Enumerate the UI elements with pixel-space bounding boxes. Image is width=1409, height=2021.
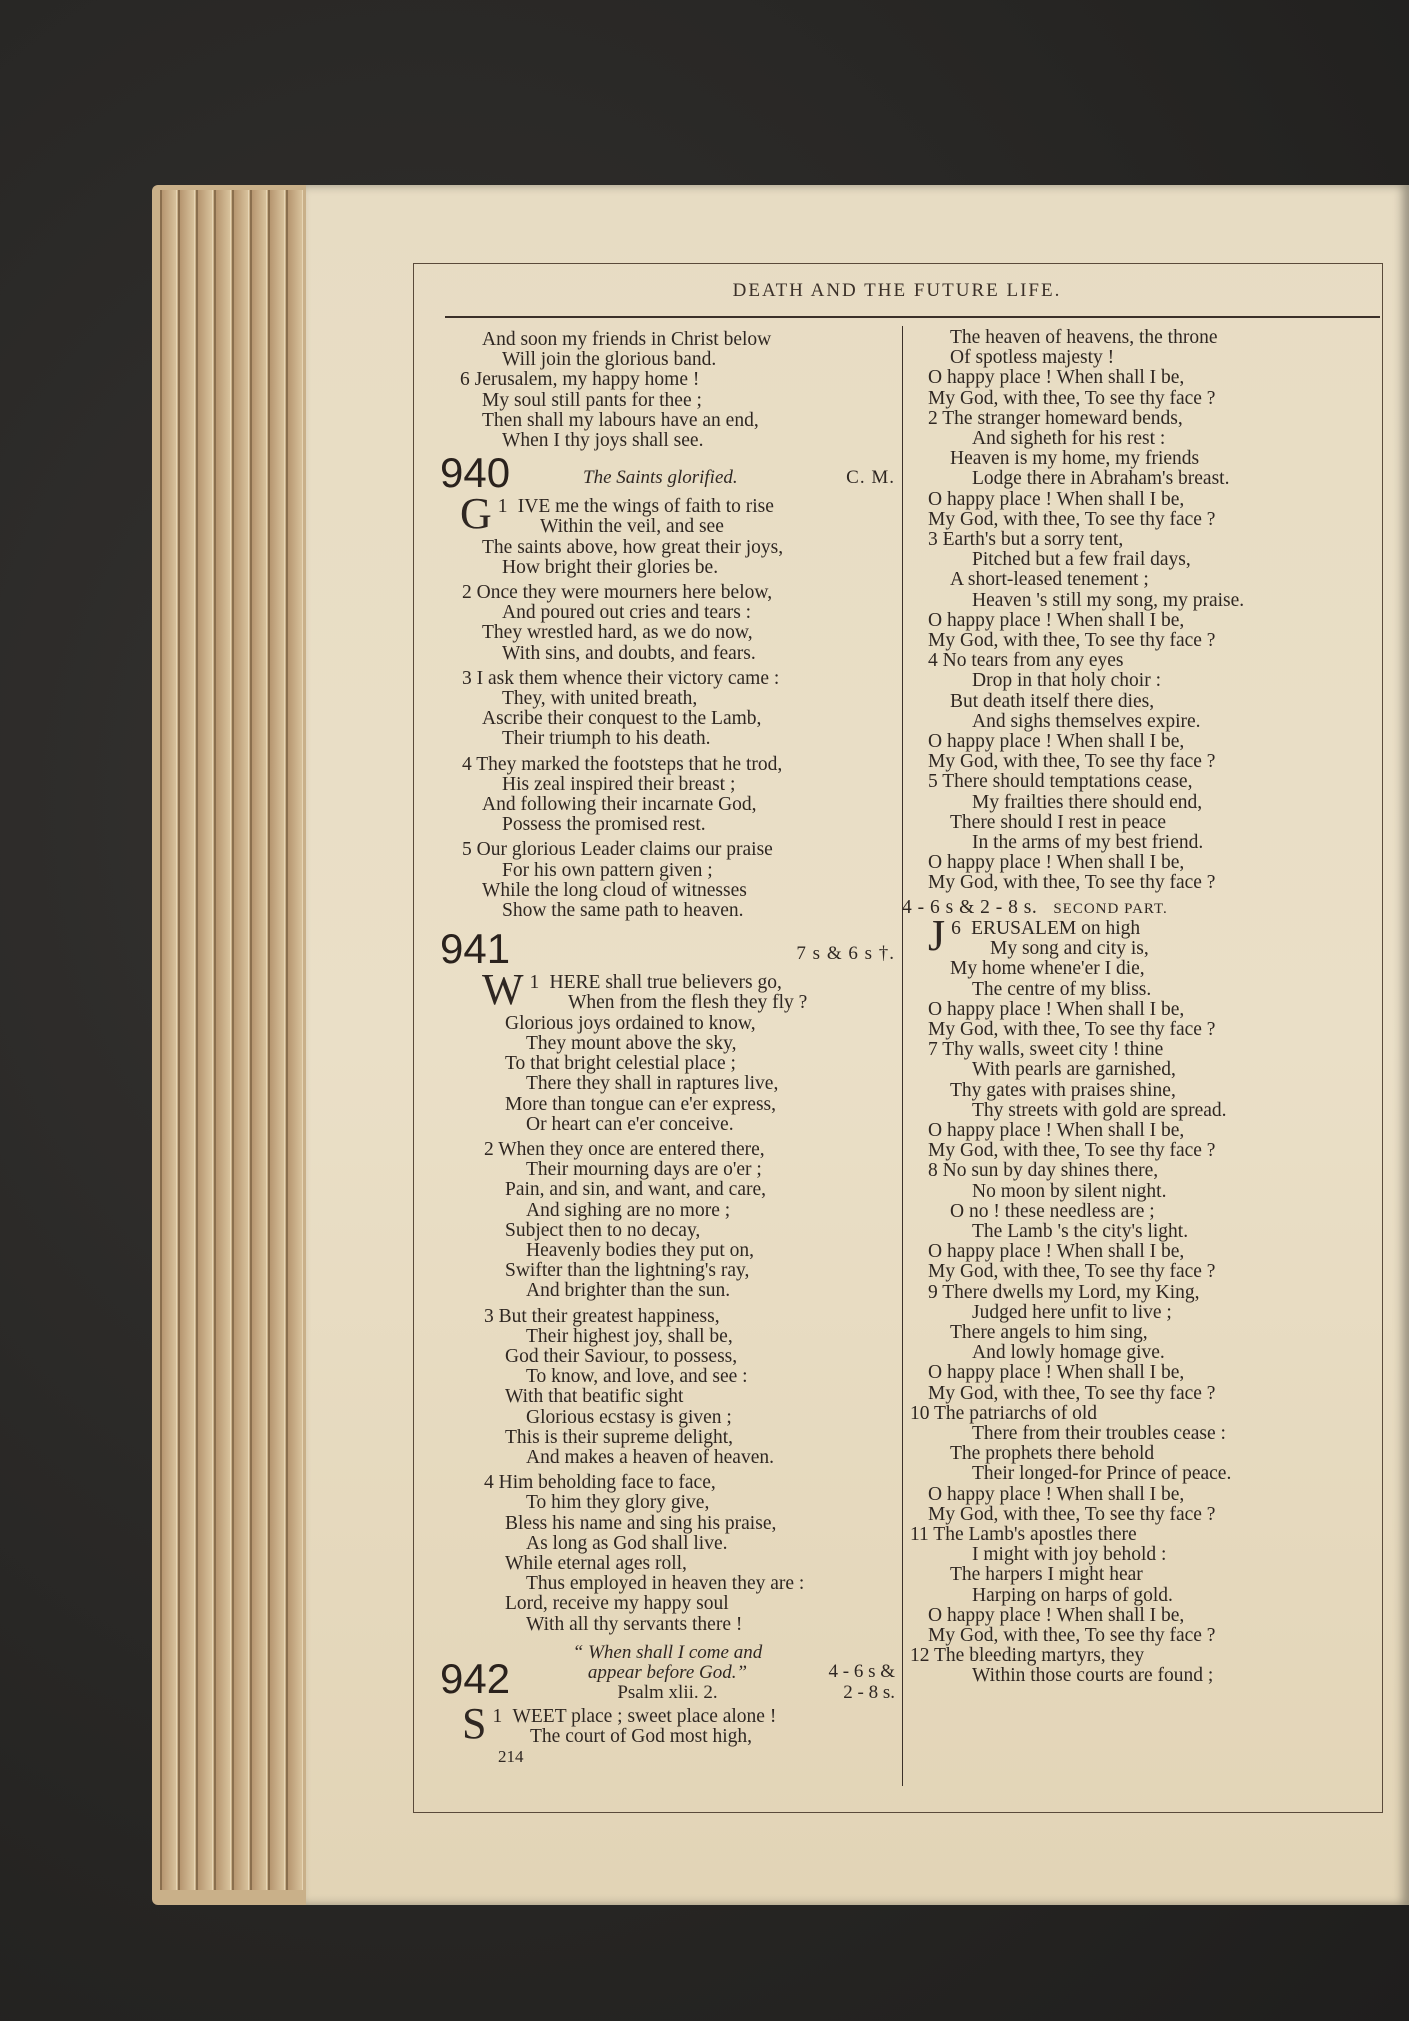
page-leaf xyxy=(178,190,195,1890)
hymn-940-header xyxy=(440,451,895,497)
text-line: My God, with thee, To see thy face ? xyxy=(928,1140,1216,1162)
title-line: appear before God.” xyxy=(587,1661,748,1683)
text-line: Lodge there in Abraham's breast. xyxy=(972,468,1230,490)
page-leaf xyxy=(160,190,177,1890)
text-line: Heavenly bodies they put on, xyxy=(526,1239,754,1261)
text-line: They wrestled hard, as we do now, xyxy=(482,622,753,644)
text-line: My God, with thee, To see thy face ? xyxy=(928,630,1216,652)
text-line: For his own pattern given ; xyxy=(502,859,713,881)
text-line: Thy streets with gold are spread. xyxy=(972,1099,1227,1121)
text-line: And poured out cries and tears : xyxy=(502,602,752,624)
text-line: With that beatific sight xyxy=(505,1386,684,1408)
running-head: DEATH AND THE FUTURE LIFE. xyxy=(732,280,1062,301)
text-line: No moon by silent night. xyxy=(972,1180,1167,1202)
text-line: To him they glory give, xyxy=(526,1492,710,1514)
page-leaf xyxy=(214,190,231,1890)
text-line: 2 When they once are entered there, xyxy=(484,1138,765,1160)
text-line: My God, with thee, To see thy face ? xyxy=(928,1018,1216,1040)
text-line: O happy place ! When shall I be, xyxy=(928,1241,1185,1263)
text-line: Bless his name and sing his praise, xyxy=(505,1512,777,1534)
text-line: The saints above, how great their joys, xyxy=(482,536,784,558)
text-line: This is their supreme delight, xyxy=(505,1426,734,1448)
text-line: My soul still pants for thee ; xyxy=(482,389,702,411)
meter-line: 2 - 8 s. xyxy=(843,1681,895,1703)
text-line: O happy place ! When shall I be, xyxy=(928,998,1185,1020)
text-line: How bright their glories be. xyxy=(502,556,719,578)
text-line: More than tongue can e'er express, xyxy=(505,1093,776,1115)
text-line: Their mourning days are o'er ; xyxy=(526,1159,762,1181)
column-rule xyxy=(902,326,903,1786)
text-line: The heaven of heavens, the throne xyxy=(950,327,1218,348)
hymn-number: 941 xyxy=(440,925,511,973)
text-line: My God, with thee, To see thy face ? xyxy=(928,1261,1216,1283)
text-line: 2 The stranger homeward bends, xyxy=(928,407,1183,429)
text-line: 4 They marked the footsteps that he trod, xyxy=(462,753,783,775)
text-line: Subject then to no decay, xyxy=(505,1219,701,1241)
text-line: 4 No tears from any eyes xyxy=(928,650,1124,672)
page-leaf xyxy=(268,190,285,1890)
text-line: And following their incarnate God, xyxy=(482,794,757,816)
text-line: Judged here unfit to live ; xyxy=(972,1301,1172,1323)
text-line: 10 The patriarchs of old xyxy=(910,1402,1098,1424)
page-leaf xyxy=(286,190,303,1890)
verse xyxy=(440,583,895,664)
text-line: Of spotless majesty ! xyxy=(950,347,1115,369)
verse xyxy=(440,1140,895,1302)
hymn-942-header xyxy=(440,1643,895,1707)
text-line: 3 I ask them whence their victory came : xyxy=(462,667,780,689)
text-line: With pearls are garnished, xyxy=(972,1059,1176,1081)
text-line: Drop in that holy choir : xyxy=(972,670,1162,692)
text-line: 12 The bleeding martyrs, they xyxy=(910,1645,1145,1667)
text-line: When I thy joys shall see. xyxy=(502,430,704,452)
text-line: My God, with thee, To see thy face ? xyxy=(928,1625,1216,1646)
text-line: With sins, and doubts, and fears. xyxy=(502,642,756,664)
text-line: They mount above the sky, xyxy=(526,1032,737,1054)
text-line: And sighing are no more ; xyxy=(526,1199,731,1221)
text-line: Within those courts are found ; xyxy=(972,1665,1214,1687)
head-rule xyxy=(445,316,1380,318)
text-line: Their triumph to his death. xyxy=(502,728,711,750)
text-line: IVE me the wings of faith to rise xyxy=(517,496,774,518)
text-line: 3 Earth's but a sorry tent, xyxy=(928,529,1124,551)
text-line: My God, with thee, To see thy face ? xyxy=(928,751,1216,773)
verse xyxy=(440,755,895,836)
text-line: Ascribe their conquest to the Lamb, xyxy=(482,708,762,730)
hymn-meter: C. M. xyxy=(846,467,895,489)
text-line: To that bright celestial place ; xyxy=(505,1053,736,1075)
text-line: And makes a heaven of heaven. xyxy=(526,1446,774,1468)
text-line: While the long cloud of witnesses xyxy=(482,879,747,901)
text-line: Show the same path to heaven. xyxy=(502,900,744,922)
meter-label: 4 - 6 s & 2 - 8 s. xyxy=(902,896,1038,918)
text-line: My God, with thee, To see thy face ? xyxy=(928,1382,1216,1404)
text-line: O happy place ! When shall I be, xyxy=(928,367,1185,389)
text-line: There should I rest in peace xyxy=(950,811,1167,833)
text-line: Pain, and sin, and want, and care, xyxy=(505,1179,767,1201)
section-label: SECOND PART. xyxy=(1053,900,1168,917)
hymn-meter xyxy=(829,1661,896,1703)
hymn-title: The Saints glorified. xyxy=(583,467,738,489)
text-line: The court of God most high, xyxy=(530,1725,753,1747)
text-line: And sighs themselves expire. xyxy=(972,710,1201,732)
text-line: To know, and love, and see : xyxy=(526,1366,748,1388)
text-line: O happy place ! When shall I be, xyxy=(928,1604,1185,1626)
scripture-ref: Psalm xlii. 2. xyxy=(617,1681,718,1703)
text-line: Their longed-for Prince of peace. xyxy=(972,1463,1232,1485)
text-line: I might with joy behold : xyxy=(972,1544,1167,1566)
text-line: While eternal ages roll, xyxy=(505,1552,687,1574)
hymn-title xyxy=(545,1643,790,1703)
text-line: My God, with thee, To see thy face ? xyxy=(928,1503,1216,1525)
text-line: Their highest joy, shall be, xyxy=(526,1325,733,1347)
text-line: HERE shall true believers go, xyxy=(549,972,782,994)
text-line: 8 No sun by day shines there, xyxy=(928,1160,1159,1182)
text-line: Glorious joys ordained to know, xyxy=(505,1012,756,1034)
text-line: Lord, receive my happy soul xyxy=(505,1593,729,1615)
page-number: 214 xyxy=(498,1747,524,1767)
drop-cap: J xyxy=(928,910,946,960)
text-line: And soon my friends in Christ below xyxy=(482,329,772,350)
text-line: O happy place ! When shall I be, xyxy=(928,609,1185,631)
text-line: The harpers I might hear xyxy=(950,1564,1143,1586)
text-line: They, with united breath, xyxy=(502,688,698,710)
hymn-number: 940 xyxy=(440,449,511,497)
verse xyxy=(440,1307,895,1469)
second-part-heading xyxy=(902,898,1330,919)
text-line: Pitched but a few frail days, xyxy=(972,549,1191,571)
text-line: O happy place ! When shall I be, xyxy=(928,1119,1185,1141)
title-line: “ When shall I come and xyxy=(572,1641,763,1663)
page-leaf xyxy=(232,190,249,1890)
text-line: Then shall my labours have an end, xyxy=(482,409,759,431)
drop-cap: G xyxy=(460,489,492,539)
verse xyxy=(440,669,895,750)
verse xyxy=(440,1473,895,1635)
text-line: My God, with thee, To see thy face ? xyxy=(928,508,1216,530)
text-line: There angels to him sing, xyxy=(950,1321,1148,1343)
text-line: Heaven is my home, my friends xyxy=(950,448,1200,470)
text-line: Heaven 's still my song, my praise. xyxy=(972,589,1245,611)
drop-cap: W xyxy=(482,965,524,1015)
text-line: 4 Him beholding face to face, xyxy=(484,1472,716,1494)
text-line: Within the veil, and see xyxy=(540,516,724,538)
text-line: 11 The Lamb's apostles there xyxy=(910,1523,1137,1545)
text-line: 3 But their greatest happiness, xyxy=(484,1305,720,1327)
text-line: My God, with thee, To see thy face ? xyxy=(928,387,1216,409)
text-line: O no ! these needless are ; xyxy=(950,1200,1155,1222)
text-line: Harping on harps of gold. xyxy=(972,1584,1173,1606)
text-line: His zeal inspired their breast ; xyxy=(502,773,736,795)
text-line: 7 Thy walls, sweet city ! thine xyxy=(928,1039,1164,1061)
verse xyxy=(440,840,895,921)
verse: 1 W HERE shall true believers go, When from the flesh they fly ? Glorious joys ordained to know, They mount above the sky, To that bright celestial place ; There they shall in raptures live, More than tongue can e'er express, Or heart can e'er conceive. xyxy=(440,973,895,1135)
text-line: With all thy servants there ! xyxy=(526,1613,743,1635)
drop-cap: S xyxy=(462,1698,487,1748)
verse: 1 S WEET place ; sweet place alone ! The court of God most high, xyxy=(440,1707,895,1747)
text-line: God their Saviour, to possess, xyxy=(505,1345,738,1367)
text-line: And brighter than the sun. xyxy=(526,1280,731,1302)
text-line: O happy place ! When shall I be, xyxy=(928,1362,1185,1384)
text-line: O happy place ! When shall I be, xyxy=(928,731,1185,753)
text-line: There they shall in raptures live, xyxy=(526,1073,779,1095)
text-line: 9 There dwells my Lord, my King, xyxy=(928,1281,1200,1303)
text-line: O happy place ! When shall I be, xyxy=(928,488,1185,510)
text-line: But death itself there dies, xyxy=(950,690,1155,712)
hymn-number: 942 xyxy=(440,1654,511,1702)
text-line: O happy place ! When shall I be, xyxy=(928,1483,1185,1505)
text-line: Thus employed in heaven they are : xyxy=(526,1573,805,1595)
text-line: The prophets there behold xyxy=(950,1443,1155,1465)
verse: 6 J ERUSALEM on high My song and city is, My home whene'er I die, The centre of my bliss. O happy place ! When shall I be, My God, with thee, To see thy face ? xyxy=(910,919,1330,1040)
text-line: 6 Jerusalem, my happy home ! xyxy=(460,369,700,391)
hymn-941-header xyxy=(440,927,895,973)
text-line: The Lamb 's the city's light. xyxy=(972,1220,1189,1242)
text-line: ERUSALEM on high xyxy=(971,917,1141,939)
text-line: The centre of my bliss. xyxy=(972,978,1152,1000)
text-line: A short-leased tenement ; xyxy=(950,569,1149,591)
verse: 1 G IVE me the wings of faith to rise Within the veil, and see The saints above, how great their joys, How bright their glories be. xyxy=(440,497,895,578)
text-line: 2 Once they were mourners here below, xyxy=(462,582,773,604)
text-line: There from their troubles cease : xyxy=(972,1422,1226,1444)
hymn-meter: 7 s & 6 s †. xyxy=(796,943,895,965)
text-line: WEET place ; sweet place alone ! xyxy=(512,1705,777,1727)
text-line: My song and city is, xyxy=(990,938,1149,960)
text-line: My God, with thee, To see thy face ? xyxy=(928,872,1216,894)
text-line: Glorious ecstasy is given ; xyxy=(526,1406,732,1428)
page-leaf xyxy=(250,190,267,1890)
text-line: And lowly homage give. xyxy=(972,1342,1165,1364)
text-line: 5 There should temptations cease, xyxy=(928,771,1193,793)
text-line: Possess the promised rest. xyxy=(502,814,706,836)
text-line: My frailties there should end, xyxy=(972,791,1203,813)
text-line: As long as God shall live. xyxy=(526,1532,728,1554)
text-line: Will join the glorious band. xyxy=(502,349,717,371)
text-line: In the arms of my best friend. xyxy=(972,832,1204,854)
text-line: My home whene'er I die, xyxy=(950,958,1145,980)
text-line: When from the flesh they fly ? xyxy=(568,992,808,1014)
text-line: And sigheth for his rest : xyxy=(972,428,1166,450)
meter-line: 4 - 6 s & xyxy=(828,1660,895,1682)
text-line: Swifter than the lightning's ray, xyxy=(505,1260,750,1282)
left-column xyxy=(440,330,895,1767)
text-line: 5 Our glorious Leader claims our praise xyxy=(462,839,773,861)
page-leaf xyxy=(196,190,213,1890)
right-column xyxy=(902,327,1330,1687)
text-line: O happy place ! When shall I be, xyxy=(928,852,1185,874)
text-line: Thy gates with praises shine, xyxy=(950,1079,1176,1101)
text-line: Or heart can e'er conceive. xyxy=(526,1113,734,1135)
